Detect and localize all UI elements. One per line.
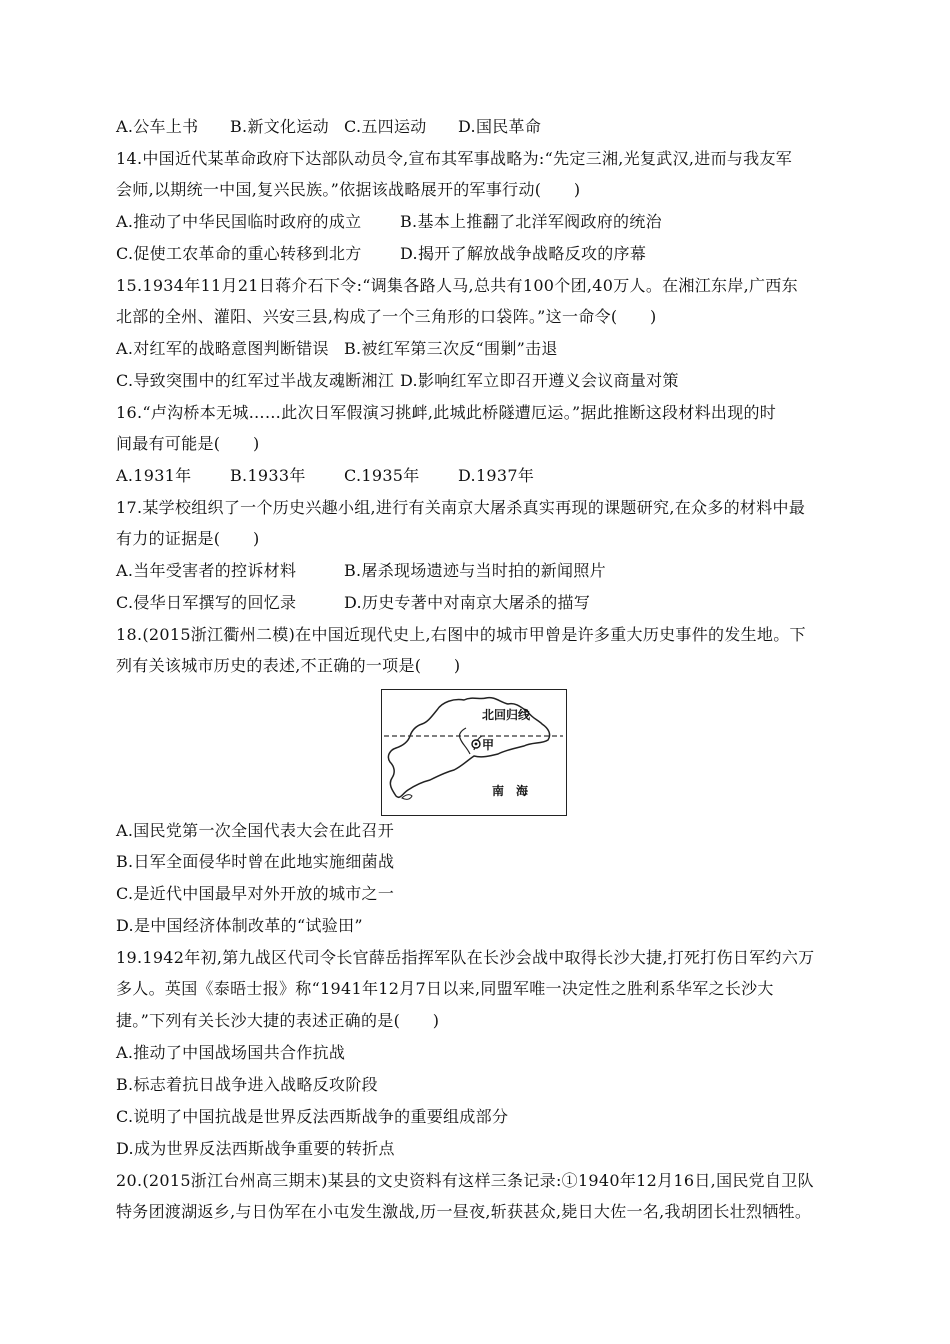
q15-option-b[interactable]: B.被红军第三次反“围剿”击退 bbox=[344, 339, 558, 358]
q20-stem-line-1: 20.(2015浙江台州高三期末)某县的文史资料有这样三条记录:①1940年12月16日,国民党自卫队 bbox=[116, 1171, 814, 1190]
q16-option-b[interactable]: B.1933年 bbox=[230, 466, 306, 485]
q14-option-a[interactable]: A.推动了中华民国临时政府的成立 bbox=[116, 212, 362, 231]
q14-option-b[interactable]: B.基本上推翻了北洋军阀政府的统治 bbox=[400, 212, 662, 231]
q19-stem-line-3: 捷。”下列有关长沙大捷的表述正确的是( ) bbox=[116, 1011, 440, 1030]
q17-stem-line-1: 17.某学校组织了一个历史兴趣小组,进行有关南京大屠杀真实再现的课题研究,在众多的材料中最 bbox=[116, 498, 806, 517]
q17-option-c[interactable]: C.侵华日军撰写的回忆录 bbox=[116, 593, 297, 612]
q19-stem-line-1: 19.1942年初,第九战区代司令长官薛岳指挥军队在长沙会战中取得长沙大捷,打死打伤日军约六万 bbox=[116, 948, 815, 967]
q18-option-c[interactable]: C.是近代中国最早对外开放的城市之一 bbox=[116, 884, 395, 903]
coastal-island bbox=[402, 795, 412, 800]
q18-option-d[interactable]: D.是中国经济体制改革的“试验田” bbox=[116, 916, 363, 935]
q17-option-b[interactable]: B.屠杀现场遗迹与当时拍的新闻照片 bbox=[344, 561, 606, 580]
q18-stem-line-1: 18.(2015浙江衢州二模)在中国近现代史上,右图中的城市甲曾是许多重大历史事件的发生地。下 bbox=[116, 625, 806, 644]
q17-stem-line-2: 有力的证据是( ) bbox=[116, 529, 260, 548]
q15-option-c[interactable]: C.导致突围中的红军过半战友魂断湘江 bbox=[116, 371, 395, 390]
q13-option-b[interactable]: B.新文化运动 bbox=[230, 117, 329, 136]
q19-option-c[interactable]: C.说明了中国抗战是世界反法西斯战争的重要组成部分 bbox=[116, 1107, 509, 1126]
q18-option-a[interactable]: A.国民党第一次全国代表大会在此召开 bbox=[116, 821, 395, 840]
q15-stem-line-2: 北部的全州、灌阳、兴安三县,构成了一个三角形的口袋阵。”这一命令( ) bbox=[116, 307, 657, 326]
q18-option-b[interactable]: B.日军全面侵华时曾在此地实施细菌战 bbox=[116, 852, 395, 871]
guangdong-map-figure bbox=[381, 689, 567, 816]
q16-option-c[interactable]: C.1935年 bbox=[344, 466, 420, 485]
q14-option-c[interactable]: C.促使工农革命的重心转移到北方 bbox=[116, 244, 362, 263]
south-sea-label: 南 海 bbox=[492, 784, 529, 798]
q16-option-d[interactable]: D.1937年 bbox=[458, 466, 535, 485]
q19-option-a[interactable]: A.推动了中国战场国共合作抗战 bbox=[116, 1043, 346, 1062]
q14-stem-line-2: 会师,以期统一中国,复兴民族。”依据该战略展开的军事行动( ) bbox=[116, 180, 581, 199]
tropic-of-cancer-label: 北回归线 bbox=[482, 708, 531, 722]
q19-option-d[interactable]: D.成为世界反法西斯战争重要的转折点 bbox=[116, 1139, 395, 1158]
q19-option-b[interactable]: B.标志着抗日战争进入战略反攻阶段 bbox=[116, 1075, 378, 1094]
q18-stem-line-2: 列有关该城市历史的表述,不正确的一项是( ) bbox=[116, 656, 461, 675]
q15-option-a[interactable]: A.对红军的战略意图判断错误 bbox=[116, 339, 329, 358]
q19-stem-line-2: 多人。英国《泰晤士报》称“1941年12月7日以来,同盟军唯一决定性之胜利系华军之长沙大 bbox=[116, 979, 774, 998]
q13-option-d[interactable]: D.国民革命 bbox=[458, 117, 542, 136]
q15-option-d[interactable]: D.影响红军立即召开遵义会议商量对策 bbox=[400, 371, 679, 390]
q14-stem-line-1: 14.中国近代某革命政府下达部队动员令,宣布其军事战略为:“先定三湘,光复武汉,进而与我友军 bbox=[116, 149, 793, 168]
q16-stem-line-2: 间最有可能是( ) bbox=[116, 434, 260, 453]
q16-stem-line-1: 16.“卢沟桥本无城……此次日军假演习挑衅,此城此桥隧遭厄运。”据此推断这段材料出现的时 bbox=[116, 403, 777, 422]
q17-option-d[interactable]: D.历史专著中对南京大屠杀的描写 bbox=[344, 593, 591, 612]
q13-option-a[interactable]: A.公车上书 bbox=[116, 117, 199, 136]
city-marker-dot bbox=[475, 743, 478, 746]
q16-option-a[interactable]: A.1931年 bbox=[116, 466, 192, 485]
q13-option-c[interactable]: C.五四运动 bbox=[344, 117, 427, 136]
q17-option-a[interactable]: A.当年受害者的控诉材料 bbox=[116, 561, 297, 580]
map-drawing bbox=[382, 690, 565, 814]
q20-stem-line-2: 特务团渡湖返乡,与日伪军在小屯发生激战,历一昼夜,斩获甚众,毙日大佐一名,我胡团长壮烈牺牲。 bbox=[116, 1202, 812, 1221]
q14-option-d[interactable]: D.揭开了解放战争战略反攻的序幕 bbox=[400, 244, 647, 263]
q15-stem-line-1: 15.1934年11月21日蒋介石下令:“调集各路人马,总共有100个团,40万人。在湘江东岸,广西东 bbox=[116, 276, 798, 295]
city-jia-label: 甲 bbox=[482, 738, 495, 752]
